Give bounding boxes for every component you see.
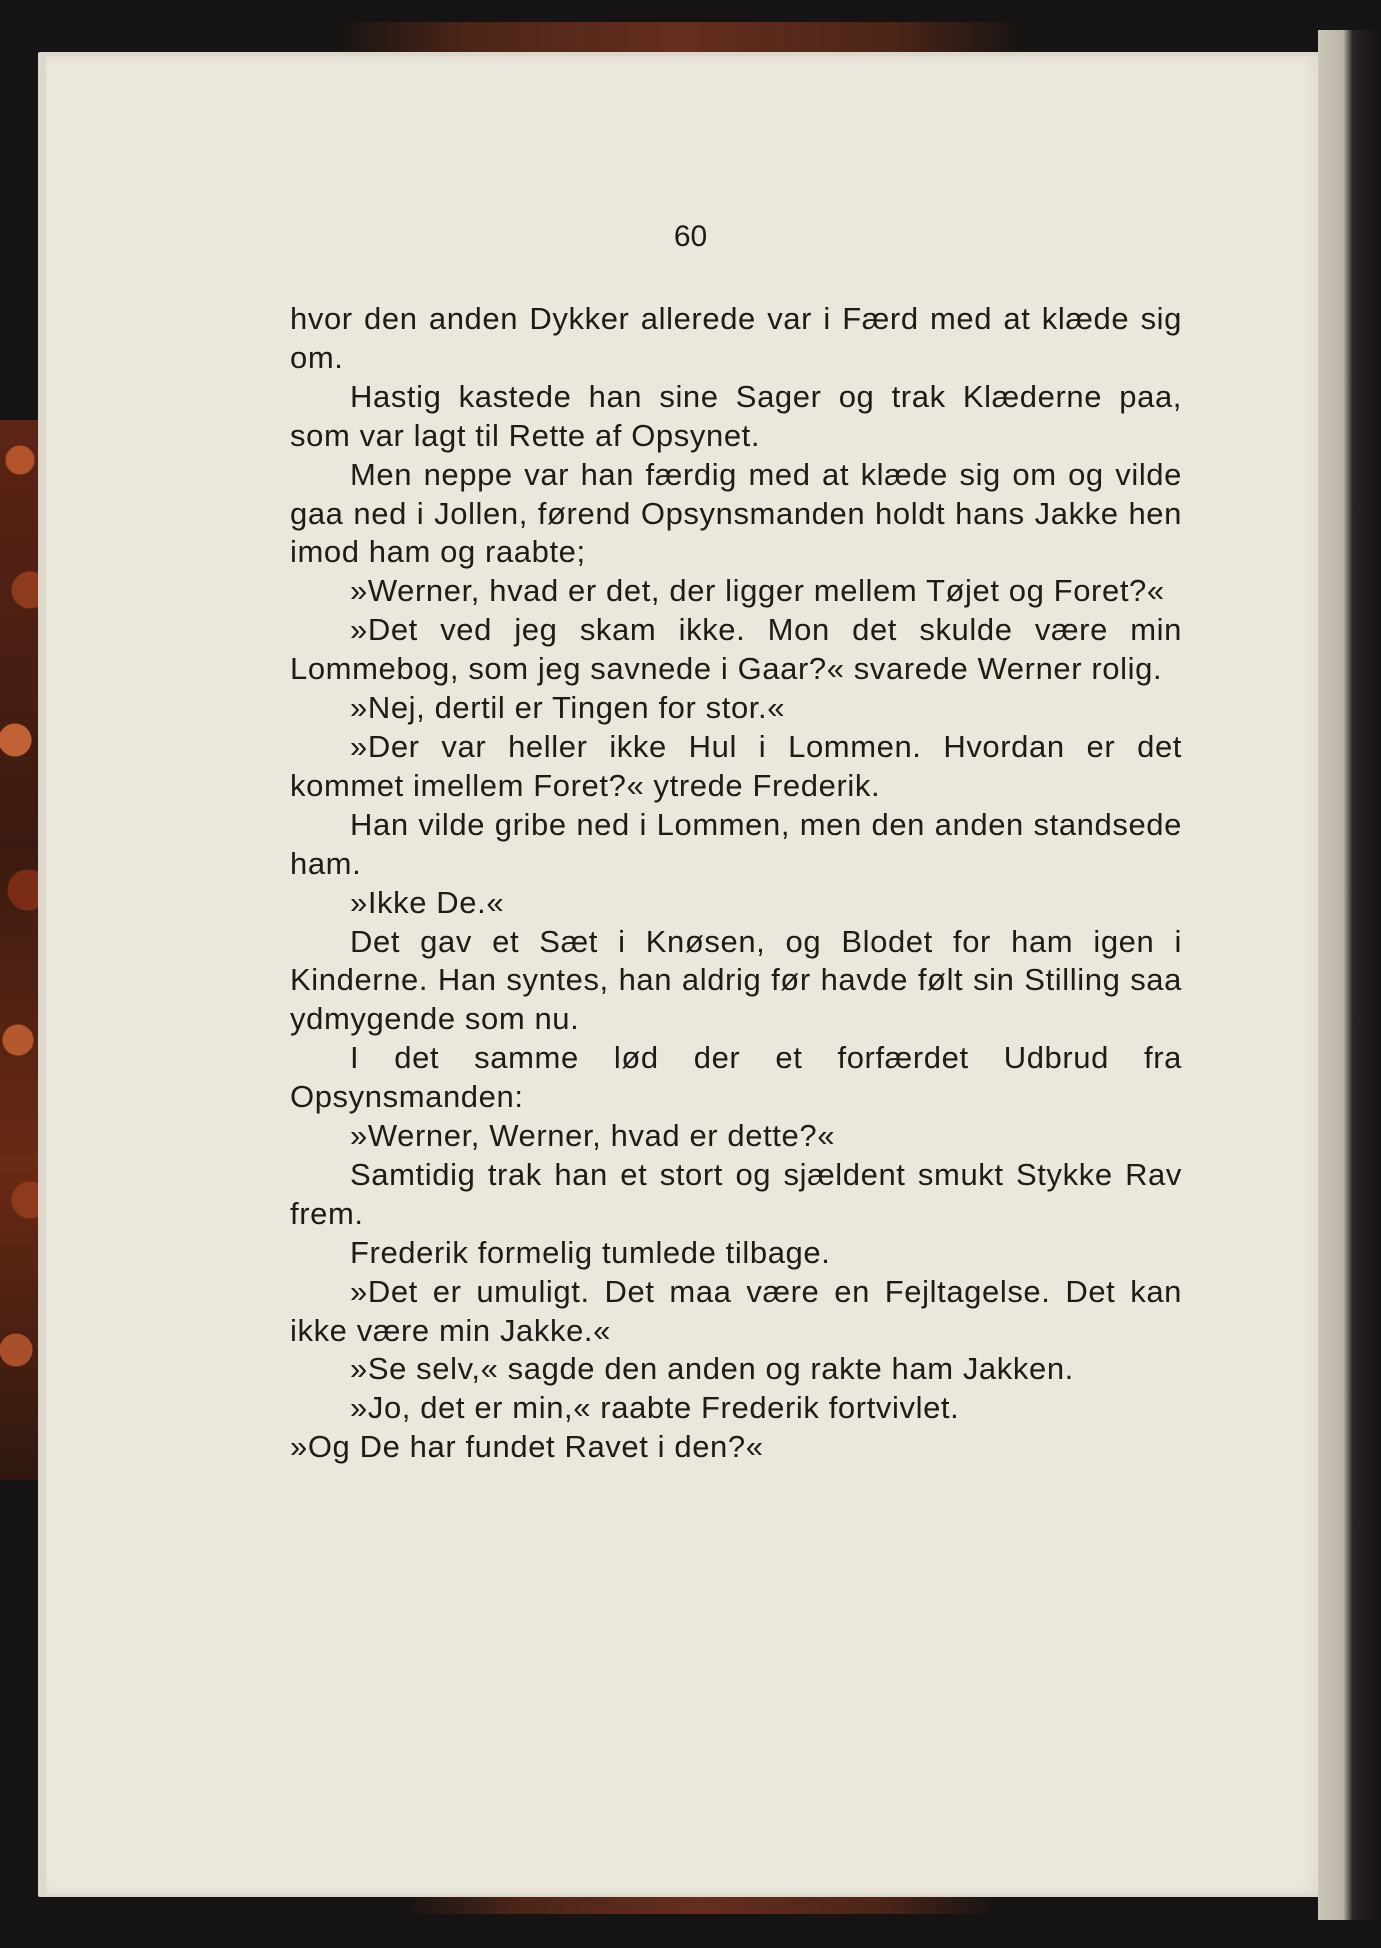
paragraph: Men neppe var han færdig med at klæde sig om og vilde gaa ned i Jollen, førend Opsynsmanden holdt hans Jakke hen imod ham og raabte; (290, 456, 1182, 570)
paragraph: Det gav et Sæt i Knøsen, og Blodet for ham igen i Kinderne. Han syntes, han aldrig før havde følt sin Stilling saa ydmygende som nu. (290, 923, 1182, 1037)
paragraph: »Nej, dertil er Tingen for stor.« (350, 690, 786, 726)
paragraph: hvor den anden Dykker allerede var i Færd med at klæde sig om. (290, 301, 1182, 375)
paragraph: »Og De har fundet Ravet i den?« (290, 1429, 764, 1465)
cover-top-edge (330, 22, 1030, 52)
paragraph: Han vilde gribe ned i Lommen, men den anden standsede ham. (290, 806, 1182, 881)
paragraph: Samtidig trak han et stort og sjældent smukt Stykke Rav frem. (290, 1156, 1182, 1231)
paragraph: »Ikke De.« (350, 884, 505, 920)
page-number: 60 (673, 220, 708, 253)
paragraph: »Der var heller ikke Hul i Lommen. Hvordan er det kommet imellem Foret?« ytrede Frederik. (290, 728, 1182, 803)
paragraph: I det samme lød der et forfærdet Udbrud fra Opsynsmanden: (290, 1040, 1182, 1115)
paragraph: Hastig kastede han sine Sager og trak Klæderne paa, som var lagt til Rette af Opsynet. (290, 378, 1182, 453)
page-body-text (290, 300, 1182, 1467)
paragraph: »Werner, Werner, hvad er dette?« (350, 1118, 836, 1154)
paragraph: »Det ved jeg skam ikke. Mon det skulde være min Lommebog, som jeg savnede i Gaar?« svarede Werner rolig. (290, 612, 1182, 687)
paragraph: Frederik formelig tumlede tilbage. (350, 1234, 831, 1270)
paragraph: »Jo, det er min,« raabte Frederik fortvivlet. (350, 1390, 960, 1426)
paragraph: »Werner, hvad er det, der ligger mellem Tøjet og Foret?« (350, 573, 1165, 609)
paragraph: »Det er umuligt. Det maa være en Fejltagelse. Det kan ikke være min Jakke.« (290, 1273, 1182, 1348)
book-gutter (1318, 30, 1381, 1920)
paragraph: »Se selv,« sagde den anden og rakte ham Jakken. (350, 1351, 1074, 1387)
